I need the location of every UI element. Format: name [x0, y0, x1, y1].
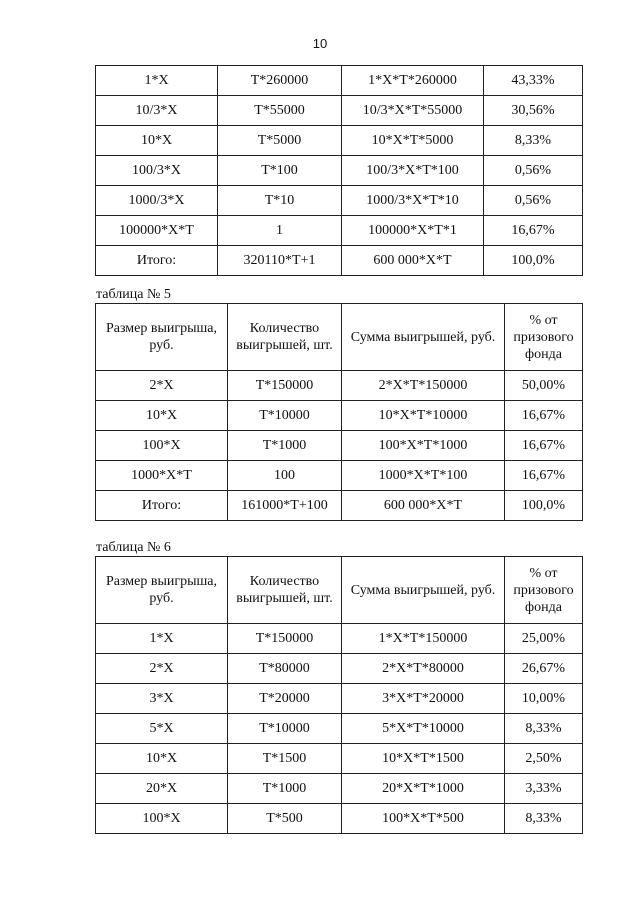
- table-cell: 5*X*T*10000: [342, 714, 505, 744]
- header-cell: Размер выигрыша, руб.: [96, 557, 228, 624]
- table-cell: 100000*X*T: [96, 216, 218, 246]
- table-cell: T*260000: [218, 66, 342, 96]
- table-cell: T*100: [218, 156, 342, 186]
- table-cell: 100*X: [96, 804, 228, 834]
- table-cell: T*10000: [228, 714, 342, 744]
- table-row: [96, 654, 583, 684]
- prize-table-5: [95, 303, 583, 521]
- table-cell: 3*X*T*20000: [342, 684, 505, 714]
- table-cell: T*150000: [228, 624, 342, 654]
- table-cell: 1000/3*X*T*10: [342, 186, 484, 216]
- table-cell: 2*X*T*150000: [342, 371, 505, 401]
- table-cell: 161000*T+100: [228, 491, 342, 521]
- table-cell: 100: [228, 461, 342, 491]
- table-cell: T*500: [228, 804, 342, 834]
- header-cell: Количество выигрышей, шт.: [228, 557, 342, 624]
- table-cell: 100/3*X: [96, 156, 218, 186]
- table-cell: 1*X*T*150000: [342, 624, 505, 654]
- table-cell: T*80000: [228, 654, 342, 684]
- table-cell: T*20000: [228, 684, 342, 714]
- table-cell: 600 000*X*T: [342, 246, 484, 276]
- table-cell: 100*X: [96, 431, 228, 461]
- table-header-row: [96, 304, 583, 371]
- table-row: [96, 156, 583, 186]
- table-row: [96, 96, 583, 126]
- table-cell: 100*X*T*500: [342, 804, 505, 834]
- table-cell: 10*X: [96, 401, 228, 431]
- table-cell: 1000*X*T: [96, 461, 228, 491]
- table-cell: T*10000: [228, 401, 342, 431]
- table-row: [96, 684, 583, 714]
- table-row: [96, 774, 583, 804]
- header-cell: % от призового фонда: [505, 557, 583, 624]
- prize-table-continued: [95, 65, 583, 276]
- table-cell: T*1000: [228, 431, 342, 461]
- table-cell: 50,00%: [505, 371, 583, 401]
- table-cell: Итого:: [96, 246, 218, 276]
- table-cell: Итого:: [96, 491, 228, 521]
- header-cell: Размер выигрыша, руб.: [96, 304, 228, 371]
- table-cell: 100,0%: [484, 246, 583, 276]
- header-cell: Количество выигрышей, шт.: [228, 304, 342, 371]
- table-row: [96, 401, 583, 431]
- table-cell: 1*X: [96, 624, 228, 654]
- header-cell: Сумма выигрышей, руб.: [342, 557, 505, 624]
- table-row: [96, 126, 583, 156]
- table-cell: 2*X*T*80000: [342, 654, 505, 684]
- table-cell: 20*X: [96, 774, 228, 804]
- table-cell: 5*X: [96, 714, 228, 744]
- header-cell: Сумма выигрышей, руб.: [342, 304, 505, 371]
- table-row: [96, 186, 583, 216]
- table-cell: 2*X: [96, 371, 228, 401]
- table-cell: T*1000: [228, 774, 342, 804]
- table-cell: 10*X*T*5000: [342, 126, 484, 156]
- prize-table-6: [95, 556, 583, 834]
- table-cell: 10*X: [96, 126, 218, 156]
- table-cell: 3,33%: [505, 774, 583, 804]
- table-cell: 320110*T+1: [218, 246, 342, 276]
- table-cell: T*150000: [228, 371, 342, 401]
- table-cell: 2*X: [96, 654, 228, 684]
- table-row: [96, 371, 583, 401]
- table-cell: 8,33%: [484, 126, 583, 156]
- table-header-row: [96, 557, 583, 624]
- table-cell: 8,33%: [505, 714, 583, 744]
- table-cell: 10,00%: [505, 684, 583, 714]
- table-cell: 26,67%: [505, 654, 583, 684]
- table-cell: 30,56%: [484, 96, 583, 126]
- table-cell: 1000/3*X: [96, 186, 218, 216]
- table-cell: 10*X: [96, 744, 228, 774]
- table-cell: 16,67%: [484, 216, 583, 246]
- table-row: [96, 246, 583, 276]
- table-cell: 10*X*T*10000: [342, 401, 505, 431]
- table-cell: T*55000: [218, 96, 342, 126]
- table-row: [96, 461, 583, 491]
- table-cell: 3*X: [96, 684, 228, 714]
- table-row: [96, 66, 583, 96]
- table-cell: 10/3*X*T*55000: [342, 96, 484, 126]
- table-6-caption: таблица № 6: [96, 540, 171, 555]
- table-cell: 2,50%: [505, 744, 583, 774]
- table-row: [96, 804, 583, 834]
- table-5-caption: таблица № 5: [96, 287, 171, 302]
- table-cell: 0,56%: [484, 156, 583, 186]
- table-cell: 100,0%: [505, 491, 583, 521]
- header-cell: % от призового фонда: [505, 304, 583, 371]
- table-row: [96, 714, 583, 744]
- table-cell: T*1500: [228, 744, 342, 774]
- table-cell: 16,67%: [505, 461, 583, 491]
- table-cell: 1000*X*T*100: [342, 461, 505, 491]
- table-row: [96, 431, 583, 461]
- table-cell: 16,67%: [505, 431, 583, 461]
- table-cell: 20*X*T*1000: [342, 774, 505, 804]
- table-cell: 100000*X*T*1: [342, 216, 484, 246]
- table-cell: 600 000*X*T: [342, 491, 505, 521]
- table-row: [96, 624, 583, 654]
- table-row: [96, 491, 583, 521]
- table-cell: 16,67%: [505, 401, 583, 431]
- table-row: [96, 744, 583, 774]
- table-cell: 10*X*T*1500: [342, 744, 505, 774]
- table-cell: 8,33%: [505, 804, 583, 834]
- table-cell: T*5000: [218, 126, 342, 156]
- table-cell: 0,56%: [484, 186, 583, 216]
- table-cell: 100/3*X*T*100: [342, 156, 484, 186]
- table-cell: T*10: [218, 186, 342, 216]
- page-number: 10: [312, 36, 328, 51]
- table-cell: 1*X*T*260000: [342, 66, 484, 96]
- table-cell: 1*X: [96, 66, 218, 96]
- table-cell: 43,33%: [484, 66, 583, 96]
- table-cell: 100*X*T*1000: [342, 431, 505, 461]
- table-row: [96, 216, 583, 246]
- table-cell: 25,00%: [505, 624, 583, 654]
- table-cell: 10/3*X: [96, 96, 218, 126]
- table-cell: 1: [218, 216, 342, 246]
